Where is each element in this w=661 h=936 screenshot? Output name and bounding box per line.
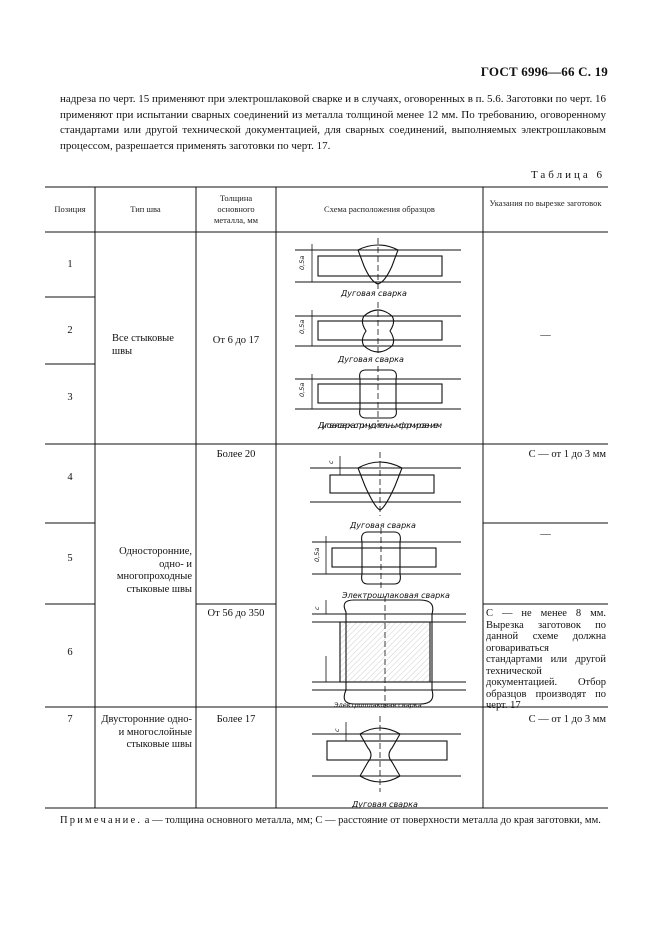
thickness-6-17: От 6 до 17: [212, 335, 260, 346]
header-scheme: Схема расположения образцов: [324, 204, 435, 214]
weld-type-two-sided: Двусторонние одно- и многослойные стыковые швы: [101, 714, 192, 750]
scheme-5-caption: Электрошлаковая сварка: [342, 591, 450, 600]
instruction-row-7: С — от 1 до 3 мм: [528, 714, 606, 725]
header-position: Позиция: [54, 204, 86, 214]
header-weld-type: Тип шва: [130, 204, 161, 214]
position-2: 2: [67, 325, 73, 336]
instruction-row-4: С — от 1 до 3 мм: [528, 449, 606, 460]
instruction-rows-1-3: —: [540, 330, 551, 341]
thickness-over-20: Более 20: [216, 449, 256, 460]
weld-type-all-butt: Все стыковые швы: [112, 333, 174, 357]
scheme-3-dim: 0,5a: [298, 382, 306, 397]
scheme-6-caption: Электрошлаковая сварка: [334, 701, 422, 709]
page-header: ГОСТ 6996—66 С. 19: [480, 64, 608, 79]
scheme-4-caption: Дуговая сварка: [350, 521, 416, 530]
position-3: 3: [67, 392, 73, 403]
header-thickness: Толщина основного металла, мм: [213, 193, 259, 225]
position-4: 4: [67, 472, 73, 483]
weld-type-one-sided: Односторонние, одно- и многопроходные стыковые швы: [116, 546, 192, 595]
thickness-56-350: От 56 до 350: [207, 608, 265, 619]
header-instructions: Указания по вырезке заготовок: [489, 198, 602, 208]
scheme-4-dim: c: [327, 460, 335, 464]
instruction-row-5: —: [540, 529, 551, 540]
scheme-7-dim: c: [333, 728, 341, 732]
table-note: [60, 813, 606, 828]
thickness-over-17: Более 17: [216, 714, 256, 725]
note-label: Примечание.: [60, 815, 143, 826]
scheme-3-caption: Дуговая сварка с принудительным формированием: [318, 421, 442, 430]
scheme-6-dim: c: [313, 606, 321, 610]
position-6: 6: [67, 647, 73, 658]
note-text: a — толщина основного металла, мм; C — расстояние от поверхности металла до края заготовки, мм.: [144, 815, 601, 826]
scheme-1-dim: 0,5a: [298, 255, 306, 270]
scheme-7-caption: Дуговая сварка: [352, 800, 418, 809]
intro-text: надреза по черт. 15 применяют при электрошлаковой сварке и в случаях, оговоренных в п. 5.6. Заготовки по черт. 16 применяют при испытании сварных соединений из металла толщиной менее 12 мм. По требованию, оговоренному стандартами или другой технической документацией, для сварных соединений, выполняемых электрошлаковым процессом, разрешается применять заготовки по черт. 17.: [60, 93, 607, 152]
scheme-5-dim: 0,5a: [313, 547, 321, 562]
scheme-2-caption: Дуговая сварка: [338, 355, 404, 364]
position-5: 5: [67, 553, 73, 564]
instruction-row-6: С — не менее 8 мм. Вырезка заготовок по данной схеме должна оговариваться стандартами или другой технической документацией. Отбор образцов производят по черт. 17: [486, 608, 606, 711]
position-1: 1: [67, 259, 73, 270]
position-7: 7: [67, 714, 73, 725]
scheme-2-dim: 0,5a: [298, 319, 306, 334]
scheme-1-caption: Дуговая сварка: [341, 289, 407, 298]
table-caption: Таблица 6: [530, 169, 605, 181]
